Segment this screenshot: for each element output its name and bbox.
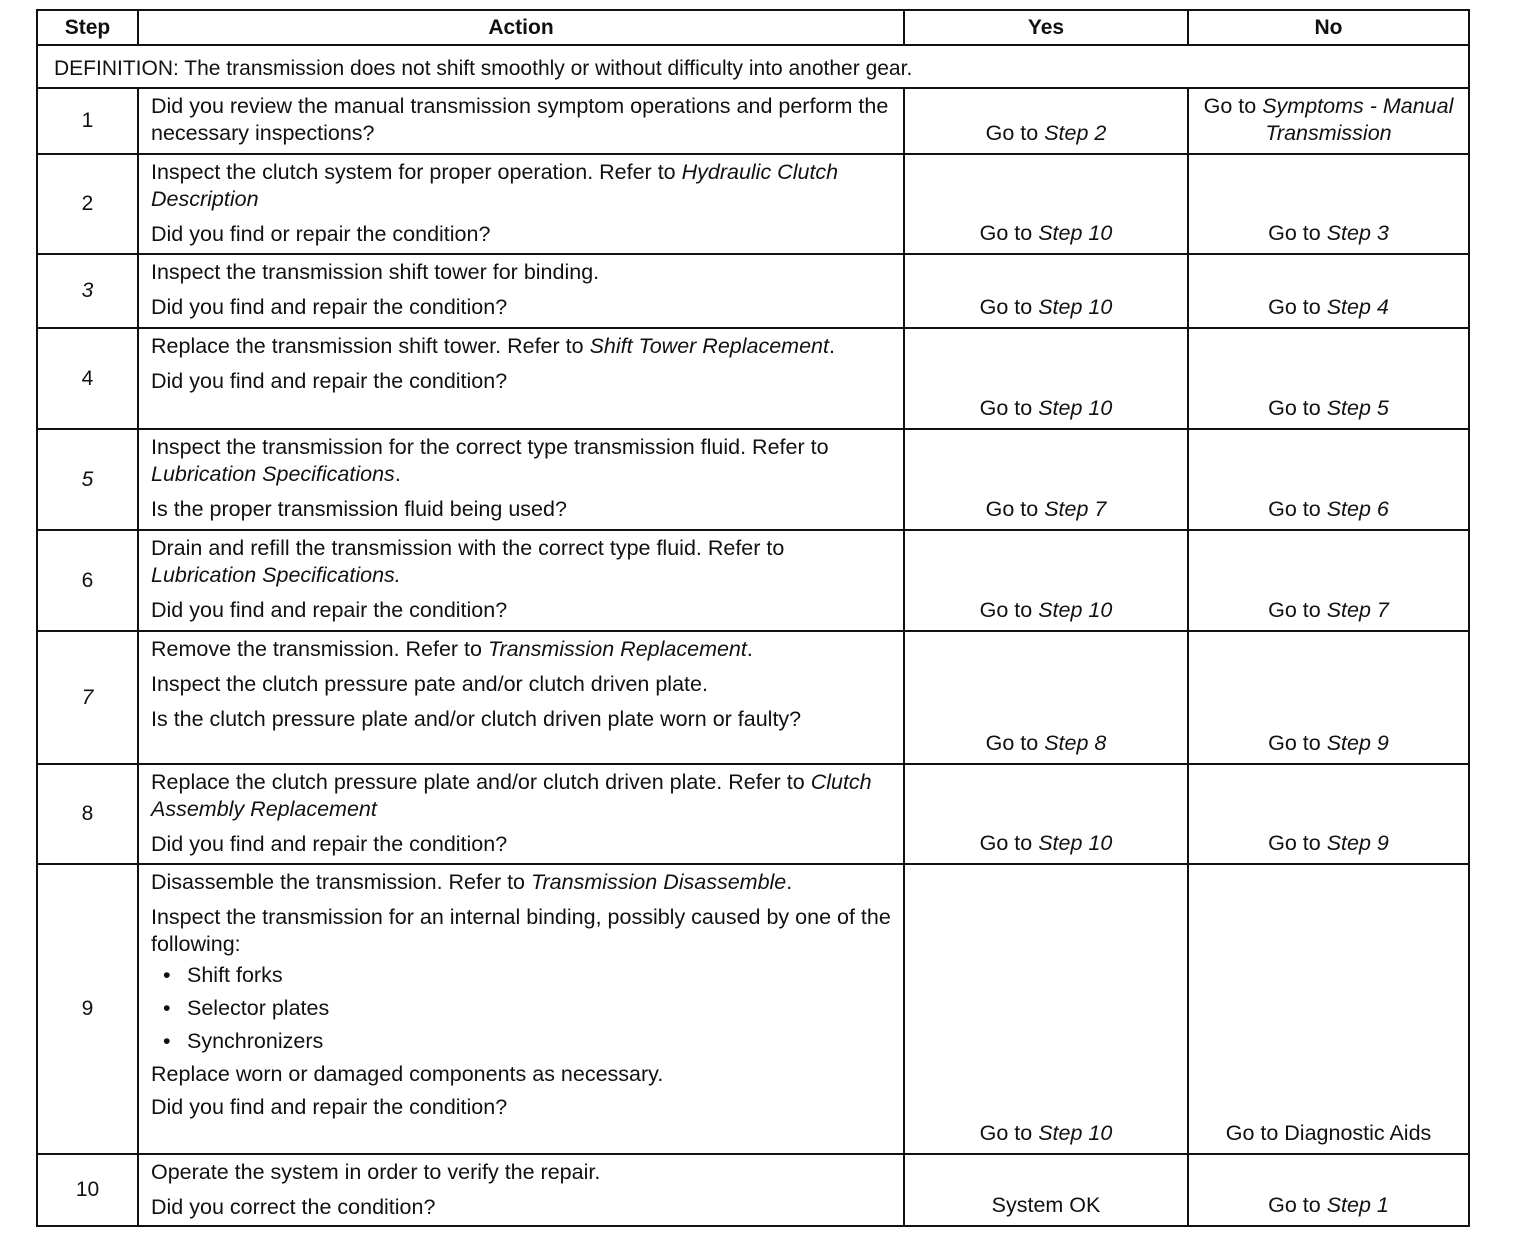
yes-ref-link[interactable]: Step 10 — [1038, 221, 1113, 245]
table-row — [37, 88, 1469, 154]
yes-cell — [904, 328, 1188, 429]
header-no: No — [1188, 10, 1469, 45]
no-cell — [1188, 254, 1469, 328]
no-prefix-link[interactable]: Go to Diagnostic Aids — [1225, 1121, 1432, 1145]
table-row — [37, 1154, 1469, 1226]
yes-ref-link[interactable]: Step 2 — [1044, 121, 1107, 145]
action-cell — [138, 88, 904, 154]
action-question: Is the proper transmission fluid being used? — [151, 497, 567, 521]
reference-link[interactable]: Clutch Assembly Replacement — [151, 770, 872, 821]
step-number: 6 — [37, 530, 138, 631]
no-cell — [1188, 764, 1469, 864]
no-cell — [1188, 864, 1469, 1154]
yes-cell — [904, 254, 1188, 328]
no-prefix: Go to — [1268, 295, 1327, 319]
yes-cell — [904, 154, 1188, 254]
step-number: 9 — [37, 864, 138, 1154]
no-prefix: Go to — [1268, 497, 1327, 521]
action-cell — [138, 1154, 904, 1226]
step-number: 8 — [37, 764, 138, 864]
no-ref-link[interactable]: Step 9 — [1326, 831, 1389, 855]
yes-cell — [904, 1154, 1188, 1226]
action-text: Replace worn or damaged components as necessary. — [151, 1062, 664, 1086]
no-ref-link[interactable]: Symptoms - Manual Transmission — [1262, 94, 1454, 145]
yes-ref-link[interactable]: Step 10 — [1038, 831, 1113, 855]
yes-prefix: Go to — [985, 731, 1045, 755]
no-cell — [1188, 429, 1469, 530]
yes-prefix: Go to — [985, 121, 1045, 145]
table-row — [37, 328, 1469, 429]
no-ref-link[interactable]: Step 6 — [1326, 497, 1389, 521]
yes-ref-link[interactable]: Step 10 — [1038, 295, 1113, 319]
step-number: 1 — [37, 88, 138, 154]
action-question: Did you find and repair the condition? — [151, 1095, 508, 1119]
action-question: Did you correct the condition? — [151, 1195, 436, 1219]
list-item: • Synchronizers — [187, 1028, 893, 1055]
list-item: • Selector plates — [187, 995, 893, 1022]
yes-prefix: Go to — [979, 1121, 1039, 1145]
yes-ref-link[interactable]: Step 7 — [1044, 497, 1107, 521]
no-cell — [1188, 328, 1469, 429]
yes-ref-link[interactable]: Step 10 — [1038, 598, 1113, 622]
action-cell — [138, 631, 904, 764]
action-text: Did you review the manual transmission symptom operations and perform the necessary inspections? — [151, 94, 889, 145]
step-number: 2 — [37, 154, 138, 254]
action-question: Did you find and repair the condition? — [151, 832, 508, 856]
step-number: 4 — [37, 328, 138, 429]
action-text: Operate the system in order to verify the repair. — [151, 1160, 601, 1184]
table-row — [37, 864, 1469, 1154]
definition-row — [37, 45, 1469, 88]
action-text: Inspect the transmission for the correct type transmission fluid. Refer to — [151, 435, 829, 459]
table-row — [37, 764, 1469, 864]
yes-ref-link[interactable]: Step 8 — [1044, 731, 1107, 755]
yes-prefix: Go to — [979, 221, 1039, 245]
action-text: Remove the transmission. Refer to — [151, 637, 488, 661]
yes-cell — [904, 429, 1188, 530]
no-prefix: Go to — [1268, 831, 1327, 855]
punctuation: . — [394, 462, 401, 486]
table-row — [37, 530, 1469, 631]
no-ref-link[interactable]: Step 1 — [1326, 1193, 1389, 1217]
no-cell — [1188, 154, 1469, 254]
yes-cell — [904, 631, 1188, 764]
yes-ref-link[interactable]: Step 10 — [1038, 396, 1113, 420]
action-cell — [138, 864, 904, 1154]
action-text: Inspect the transmission for an internal binding, possibly caused by one of the following: — [151, 905, 891, 956]
action-cell — [138, 154, 904, 254]
header-row — [37, 10, 1469, 45]
action-text: Inspect the clutch pressure pate and/or clutch driven plate. — [151, 672, 708, 696]
header-step: Step — [37, 10, 138, 45]
table-row — [37, 631, 1469, 764]
yes-cell — [904, 864, 1188, 1154]
table-row — [37, 154, 1469, 254]
punctuation: . — [746, 637, 753, 661]
yes-prefix: Go to — [979, 396, 1039, 420]
action-text: Disassemble the transmission. Refer to — [151, 870, 531, 894]
yes-prefix: Go to — [985, 497, 1045, 521]
action-question: Did you find and repair the condition? — [151, 369, 508, 393]
no-prefix: Go to — [1268, 1193, 1327, 1217]
action-text: Inspect the clutch system for proper operation. Refer to — [151, 160, 682, 184]
step-number: 7 — [37, 631, 138, 764]
no-cell — [1188, 631, 1469, 764]
reference-link[interactable]: Transmission Replacement — [487, 637, 747, 661]
list-item: • Shift forks — [187, 962, 893, 989]
definition-text: DEFINITION: The transmission does not shift smoothly or without difficulty into another gear. — [37, 45, 1469, 88]
table-row — [37, 254, 1469, 328]
yes-cell — [904, 764, 1188, 864]
action-text: Drain and refill the transmission with the correct type fluid. Refer to — [151, 536, 785, 560]
action-text: Replace the clutch pressure plate and/or clutch driven plate. Refer to — [151, 770, 811, 794]
yes-prefix: Go to — [979, 598, 1039, 622]
no-prefix: Go to — [1268, 396, 1327, 420]
diagnostic-table — [36, 9, 1470, 1227]
no-prefix: Go to — [1268, 221, 1327, 245]
no-cell — [1188, 530, 1469, 631]
punctuation: . — [828, 334, 835, 358]
action-cell — [138, 764, 904, 864]
reference-link[interactable]: Lubrication Specifications. — [151, 563, 401, 587]
no-ref-link[interactable]: Step 5 — [1326, 396, 1389, 420]
action-question: Did you find or repair the condition? — [151, 222, 491, 246]
no-ref-link[interactable]: Step 7 — [1326, 598, 1389, 622]
cause-list — [151, 962, 893, 1055]
header-yes: Yes — [904, 10, 1188, 45]
yes-prefix: Go to — [979, 831, 1039, 855]
action-question: Did you find and repair the condition? — [151, 295, 508, 319]
step-number: 3 — [37, 254, 138, 328]
no-cell — [1188, 88, 1469, 154]
yes-cell — [904, 530, 1188, 631]
action-text: Inspect the transmission shift tower for binding. — [151, 260, 600, 284]
header-action: Action — [138, 10, 904, 45]
action-cell — [138, 429, 904, 530]
no-ref-link[interactable]: Step 3 — [1326, 221, 1389, 245]
reference-link[interactable]: Shift Tower Replacement — [589, 334, 829, 358]
action-cell — [138, 328, 904, 429]
step-number: 5 — [37, 429, 138, 530]
no-prefix: Go to — [1268, 598, 1327, 622]
action-cell — [138, 530, 904, 631]
no-prefix: Go to — [1268, 731, 1327, 755]
yes-ref-link[interactable]: Step 10 — [1038, 1121, 1113, 1145]
reference-link[interactable]: Lubrication Specifications — [151, 462, 395, 486]
yes-prefix: Go to — [979, 295, 1039, 319]
yes-cell — [904, 88, 1188, 154]
no-ref-link[interactable]: Step 4 — [1326, 295, 1389, 319]
table-row — [37, 429, 1469, 530]
action-question: Is the clutch pressure plate and/or clutch driven plate worn or faulty? — [151, 707, 802, 731]
no-prefix: Go to — [1203, 94, 1263, 118]
action-question: Did you find and repair the condition? — [151, 598, 508, 622]
punctuation: . — [786, 870, 793, 894]
reference-link[interactable]: Transmission Disassemble — [530, 870, 787, 894]
no-cell — [1188, 1154, 1469, 1226]
yes-status: System OK — [991, 1193, 1101, 1217]
step-number: 10 — [37, 1154, 138, 1226]
action-cell — [138, 254, 904, 328]
no-ref-link[interactable]: Step 9 — [1326, 731, 1389, 755]
reference-link[interactable]: Hydraulic Clutch Description — [151, 160, 839, 211]
action-text: Replace the transmission shift tower. Refer to — [151, 334, 590, 358]
